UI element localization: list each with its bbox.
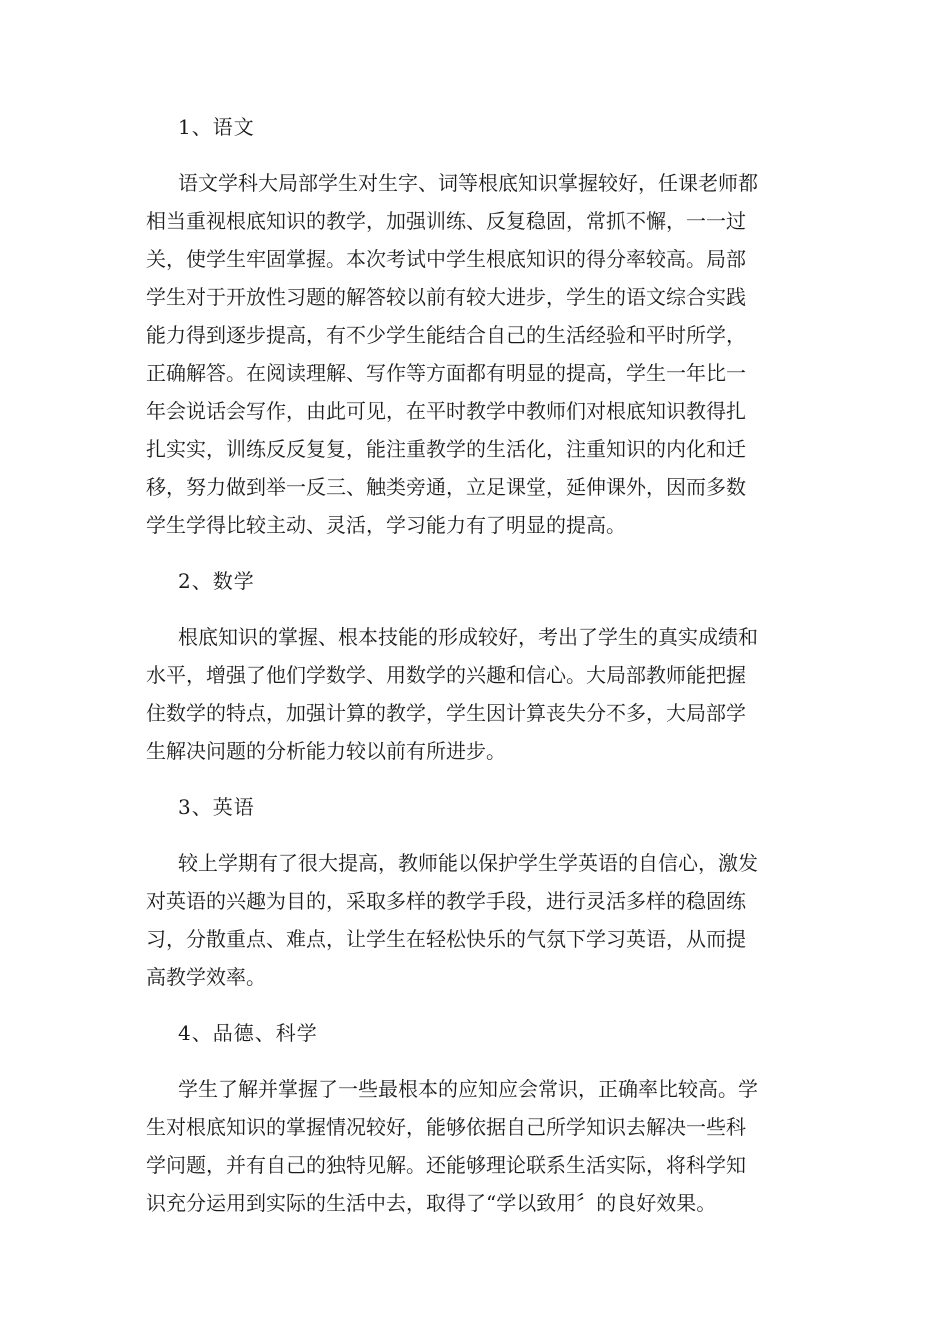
paragraph-line: 相当重视根底知识的教学，加强训练、反复稳固，常抓不懈，一一过 [146,209,746,233]
paragraph-line: 学生了解并掌握了一些最根本的应知应会常识，正确率比较高。学 [178,1077,758,1101]
paragraph-line: 较上学期有了很大提高，教师能以保护学生学英语的自信心，激发 [178,851,758,875]
section-paragraph-math [146,618,810,770]
paragraph-line: 语文学科大局部学生对生字、词等根底知识掌握较好，任课老师都 [178,171,758,195]
paragraph-line: 正确解答。在阅读理解、写作等方面都有明显的提高，学生一年比一 [146,361,746,385]
section-paragraph-chinese [146,164,810,544]
paragraph-line: 学生对于开放性习题的解答较以前有较大进步，学生的语文综合实践 [146,285,746,309]
paragraph-line: 学生学得比较主动、灵活，学习能力有了明显的提高。 [146,513,626,537]
paragraph-line: 识充分运用到实际的生活中去，取得了“学以致用〞的良好效果。 [146,1191,717,1215]
section-heading-chinese: 1、语文 [178,115,255,139]
paragraph-line: 根底知识的掌握、根本技能的形成较好，考出了学生的真实成绩和 [178,625,758,649]
paragraph-line: 关，使学生牢固掌握。本次考试中学生根底知识的得分率较高。局部 [146,247,746,271]
paragraph-line: 高教学效率。 [146,965,266,989]
paragraph-line: 生对根底知识的掌握情况较好，能够依据自己所学知识去解决一些科 [146,1115,746,1139]
section-paragraph-morality-science [146,1070,810,1222]
document-page [146,108,810,1222]
paragraph-line: 学问题，并有自己的独特见解。还能够理论联系生活实际，将科学知 [146,1153,746,1177]
paragraph-line: 水平，增强了他们学数学、用数学的兴趣和信心。大局部教师能把握 [146,663,746,687]
paragraph-line: 习，分散重点、难点，让学生在轻松快乐的气氛下学习英语，从而提 [146,927,746,951]
section-heading-math: 2、数学 [178,569,255,593]
paragraph-line: 移，努力做到举一反三、触类旁通，立足课堂，延伸课外，因而多数 [146,475,746,499]
paragraph-line: 对英语的兴趣为目的，采取多样的教学手段，进行灵活多样的稳固练 [146,889,746,913]
paragraph-line: 扎实实，训练反反复复，能注重教学的生活化，注重知识的内化和迁 [146,437,746,461]
paragraph-line: 住数学的特点，加强计算的教学，学生因计算丧失分不多，大局部学 [146,701,746,725]
paragraph-line: 能力得到逐步提高，有不少学生能结合自己的生活经验和平时所学， [146,323,746,347]
paragraph-line: 年会说话会写作，由此可见，在平时教学中教师们对根底知识教得扎 [146,399,746,423]
section-paragraph-english [146,844,810,996]
section-heading-morality-science: 4、品德、科学 [178,1021,318,1045]
section-heading-english: 3、英语 [178,795,255,819]
paragraph-line: 生解决问题的分析能力较以前有所进步。 [146,739,506,763]
